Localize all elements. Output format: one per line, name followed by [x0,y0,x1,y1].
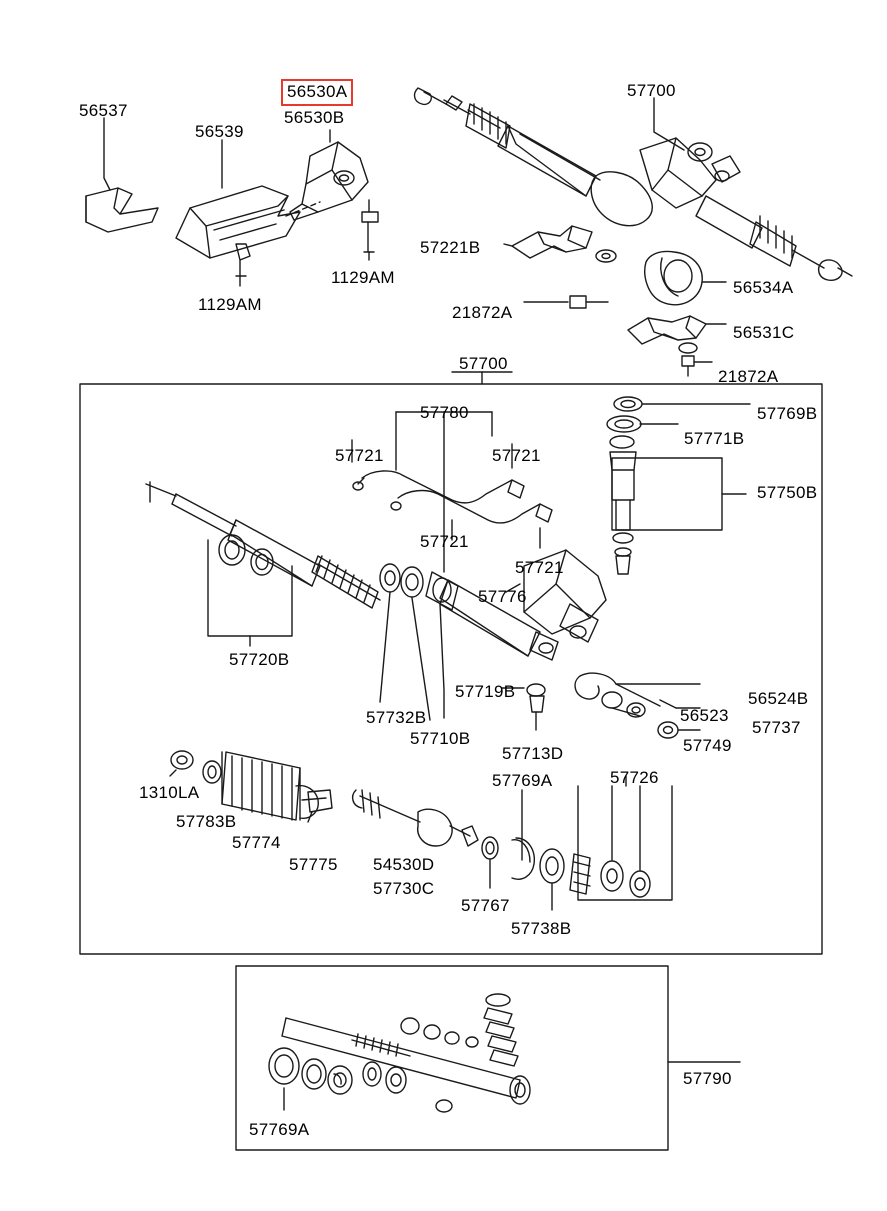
part-label-57730C: 57730C [373,879,435,898]
part-label-56537: 56537 [79,101,128,120]
part-label-56534A: 56534A [733,278,794,297]
part-label-57769A-main: 57769A [492,771,553,790]
part-label-57749: 57749 [683,736,732,755]
part-label-57221B: 57221B [420,238,481,257]
part-label-57750B: 57750B [757,483,818,502]
part-label-57767: 57767 [461,896,510,915]
part-label-54530D: 54530D [373,855,435,874]
part-label-57780: 57780 [420,403,469,422]
part-label-57721-c: 57721 [420,532,469,551]
part-label-57776: 57776 [478,587,527,606]
part-label-57737: 57737 [752,718,801,737]
part-label-57771B: 57771B [684,429,745,448]
part-label-57783B: 57783B [176,812,237,831]
part-label-56530A-highlighted: 56530A [281,79,353,106]
part-label-57710B: 57710B [410,729,471,748]
part-label-57721-b: 57721 [492,446,541,465]
part-label-57790: 57790 [683,1069,732,1088]
part-label-57774: 57774 [232,833,281,852]
part-label-57775: 57775 [289,855,338,874]
part-label-1129AM-right: 1129AM [331,268,395,287]
part-label-57720B: 57720B [229,650,290,669]
part-label-57738B: 57738B [511,919,572,938]
part-label-56539: 56539 [195,122,244,141]
part-label-1310LA: 1310LA [139,783,200,802]
part-label-57726: 57726 [610,768,659,787]
part-label-57769A-kit: 57769A [249,1120,310,1139]
part-label-56524B: 56524B [748,689,809,708]
part-label-21872A-lower: 21872A [718,367,779,386]
part-label-57713D: 57713D [502,744,564,763]
part-label-1129AM-left: 1129AM [198,295,262,314]
part-label-57732B: 57732B [366,708,427,727]
part-label-57700-top: 57700 [627,81,676,100]
part-label-57700-main: 57700 [459,354,508,373]
part-label-56530B: 56530B [284,108,345,127]
part-label-56523: 56523 [680,706,729,725]
part-label-57719B: 57719B [455,682,516,701]
part-label-57721-d: 57721 [515,558,564,577]
part-label-56531C: 56531C [733,323,795,342]
part-label-57721-a: 57721 [335,446,384,465]
part-label-21872A-upper: 21872A [452,303,513,322]
part-label-57769B: 57769B [757,404,818,423]
